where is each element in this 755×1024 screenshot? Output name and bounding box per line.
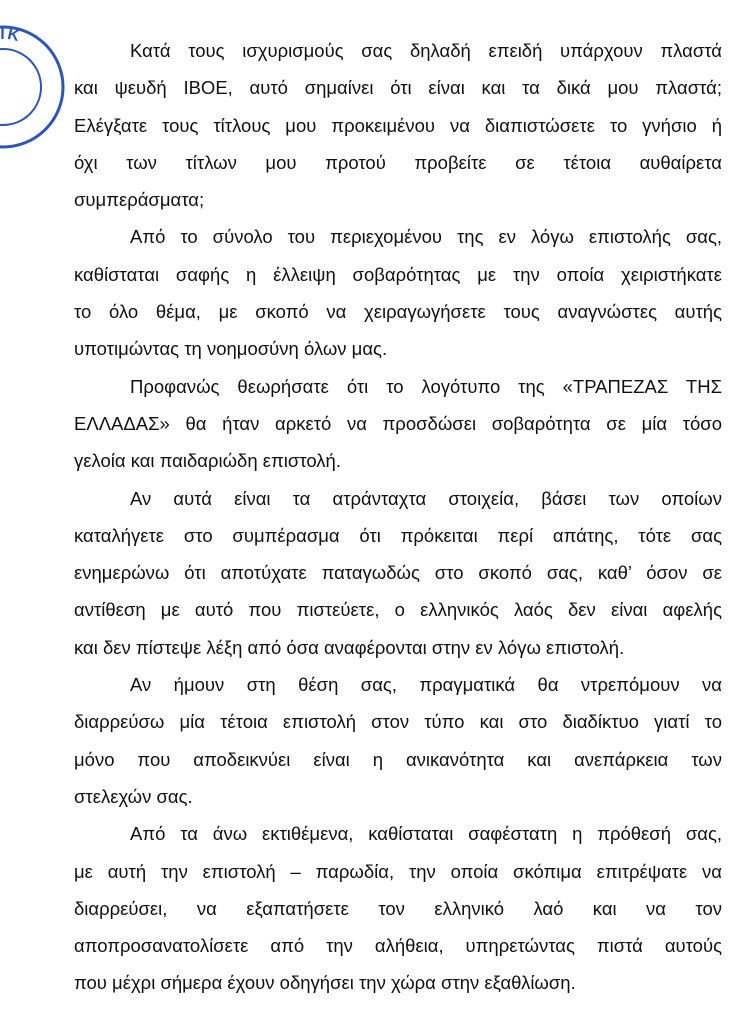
text-line: Αν αυτά είναι τα ατράνταχτα στοιχεία, βάσει των οποίων: [130, 487, 722, 509]
text-line: και ψευδή ΙΒΟΕ, αυτό σημαίνει ότι είναι και τα δικά μου πλαστά;: [74, 77, 722, 99]
text-line: με αυτή την επιστολή – παρωδία, την οποία σκόπιμα επιτρέψατε να: [74, 860, 722, 882]
text-line: και δεν πίστεψε λέξη από όσα αναφέρονται στην εν λόγω επιστολή.: [74, 636, 625, 658]
text-line: όχι των τίτλων μου προτού προβείτε σε τέτοια αυθαίρετα: [74, 151, 722, 173]
stamp-text: ΕΛΛΗΝΙΚ: [0, 25, 23, 46]
text-line: το όλο θέμα, με σκοπό να χειραγωγήσετε τους αναγνώστες αυτής: [74, 301, 722, 323]
text-line: αποπροσανατολίσετε από την αλήθεια, υπηρετώντας πιστά αυτούς: [74, 935, 722, 957]
paragraph: [74, 666, 722, 815]
text-line: Ελέγξατε τους τίτλους μου προκειμένου να διαπιστώσετε το γνήσιο ή: [74, 114, 722, 136]
text-line: υποτιμώντας τη νοημοσύνη όλων μας.: [74, 338, 388, 360]
text-line: διαρρεύσω μία τέτοια επιστολή στον τύπο και στο διαδίκτυο γιατί το: [74, 711, 722, 733]
document-body: [74, 32, 722, 1002]
paragraph: [74, 480, 722, 666]
paragraph: [74, 815, 722, 1001]
text-line: Κατά τους ισχυρισμούς σας δηλαδή επειδή υπάρχουν πλαστά: [130, 40, 722, 61]
text-line: μόνο που αποδεικνύει είναι η ανικανότητα και ανεπάρκεια των: [74, 748, 722, 770]
text-line: Από το σύνολο του περιεχομένου της εν λόγω επιστολής σας,: [130, 226, 722, 248]
text-line: συμπεράσματα;: [74, 189, 205, 211]
text-line: ΕΛΛΑΔΑΣ» θα ήταν αρκετό να προσδώσει σοβαρότητα σε μία τόσο: [74, 412, 722, 434]
text-line: αντίθεση με αυτό που πιστεύετε, ο ελληνικός λαός δεν είναι αφελής: [74, 599, 722, 621]
text-line: Προφανώς θεωρήσατε ότι το λογότυπο της «ΤΡΑΠΕΖΑΣ ΤΗΣ: [130, 375, 722, 397]
text-line: Αν ήμουν στη θέση σας, πραγματικά θα ντρεπόμουν να: [130, 674, 722, 696]
stamp-seal: [0, 22, 68, 152]
text-line: γελοία και παιδαριώδη επιστολή.: [74, 450, 341, 472]
paragraph: [74, 218, 722, 367]
text-line: καθίσταται σαφής η έλλειψη σοβαρότητας με την οποία χειριστήκατε: [74, 263, 722, 285]
text-line: στελεχών σας.: [74, 785, 193, 807]
paragraph: [74, 32, 722, 218]
text-line: ενημερώνω ότι αποτύχατε παταγωδώς στο σκοπό σας, καθ’ όσον σε: [74, 562, 722, 584]
text-line: που μέχρι σήμερα έχουν οδηγήσει την χώρα στην εξαθλίωση.: [74, 972, 576, 994]
text-line: καταλήγετε στο συμπέρασμα ότι πρόκειται περί απάτης, τότε σας: [74, 524, 722, 546]
paragraph: [74, 368, 722, 480]
text-line: διαρρεύσει, να εξαπατήσετε τον ελληνικό λαό και να τον: [74, 897, 722, 919]
text-line: Από τα άνω εκτιθέμενα, καθίσταται σαφέστατη η πρόθεσή σας,: [130, 823, 722, 845]
